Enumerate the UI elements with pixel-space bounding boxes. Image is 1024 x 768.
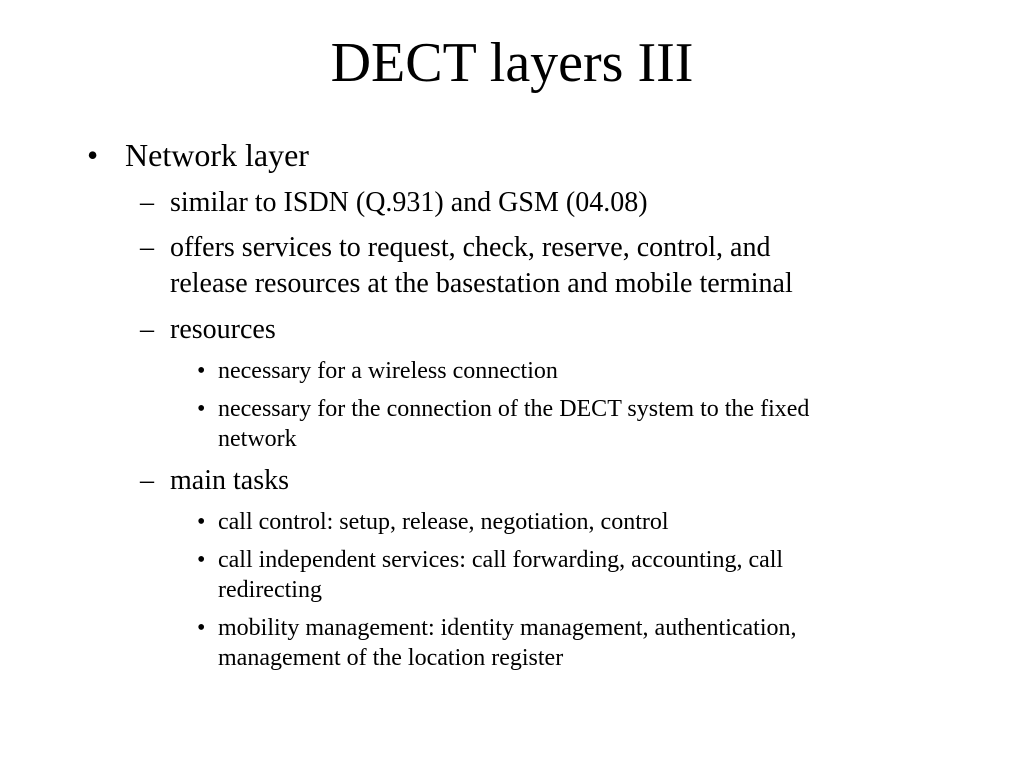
subbullet-text: main tasks <box>170 465 289 496</box>
dash-marker: – <box>140 314 154 345</box>
bullet-marker: • <box>197 509 206 535</box>
bullet-marker: • <box>197 396 206 422</box>
subbullet-text-line1: offers services to request, check, reserve, control, and <box>170 232 771 263</box>
bullet-marker: • <box>197 358 206 384</box>
bullet-text: Network layer <box>125 137 309 173</box>
subsubbullet-text: call control: setup, release, negotiation, control <box>218 509 669 535</box>
slide-title: DECT layers III <box>330 32 694 94</box>
subbullet-text: resources <box>170 314 276 345</box>
bullet-marker: • <box>197 615 206 641</box>
bullet-marker: • <box>197 547 206 573</box>
subbullet-text: similar to ISDN (Q.931) and GSM (04.08) <box>170 187 648 218</box>
dash-marker: – <box>140 187 154 218</box>
subsubbullet-text-line1: necessary for the connection of the DECT system to the fixed <box>218 396 810 422</box>
subsubbullet-text-line2: redirecting <box>218 577 322 603</box>
subsubbullet-text-line1: call independent services: call forwarding, accounting, call <box>218 547 784 573</box>
subsubbullet-text: necessary for a wireless connection <box>218 358 558 384</box>
subsubbullet-text-line1: mobility management: identity management, authentication, <box>218 615 797 641</box>
subsubbullet-text-line2: management of the location register <box>218 645 564 671</box>
bullet-marker: • <box>87 137 99 173</box>
subsubbullet-text-line2: network <box>218 426 297 452</box>
dash-marker: – <box>140 232 154 263</box>
dash-marker: – <box>140 465 154 496</box>
subbullet-text-line2: release resources at the basestation and mobile terminal <box>170 268 793 299</box>
